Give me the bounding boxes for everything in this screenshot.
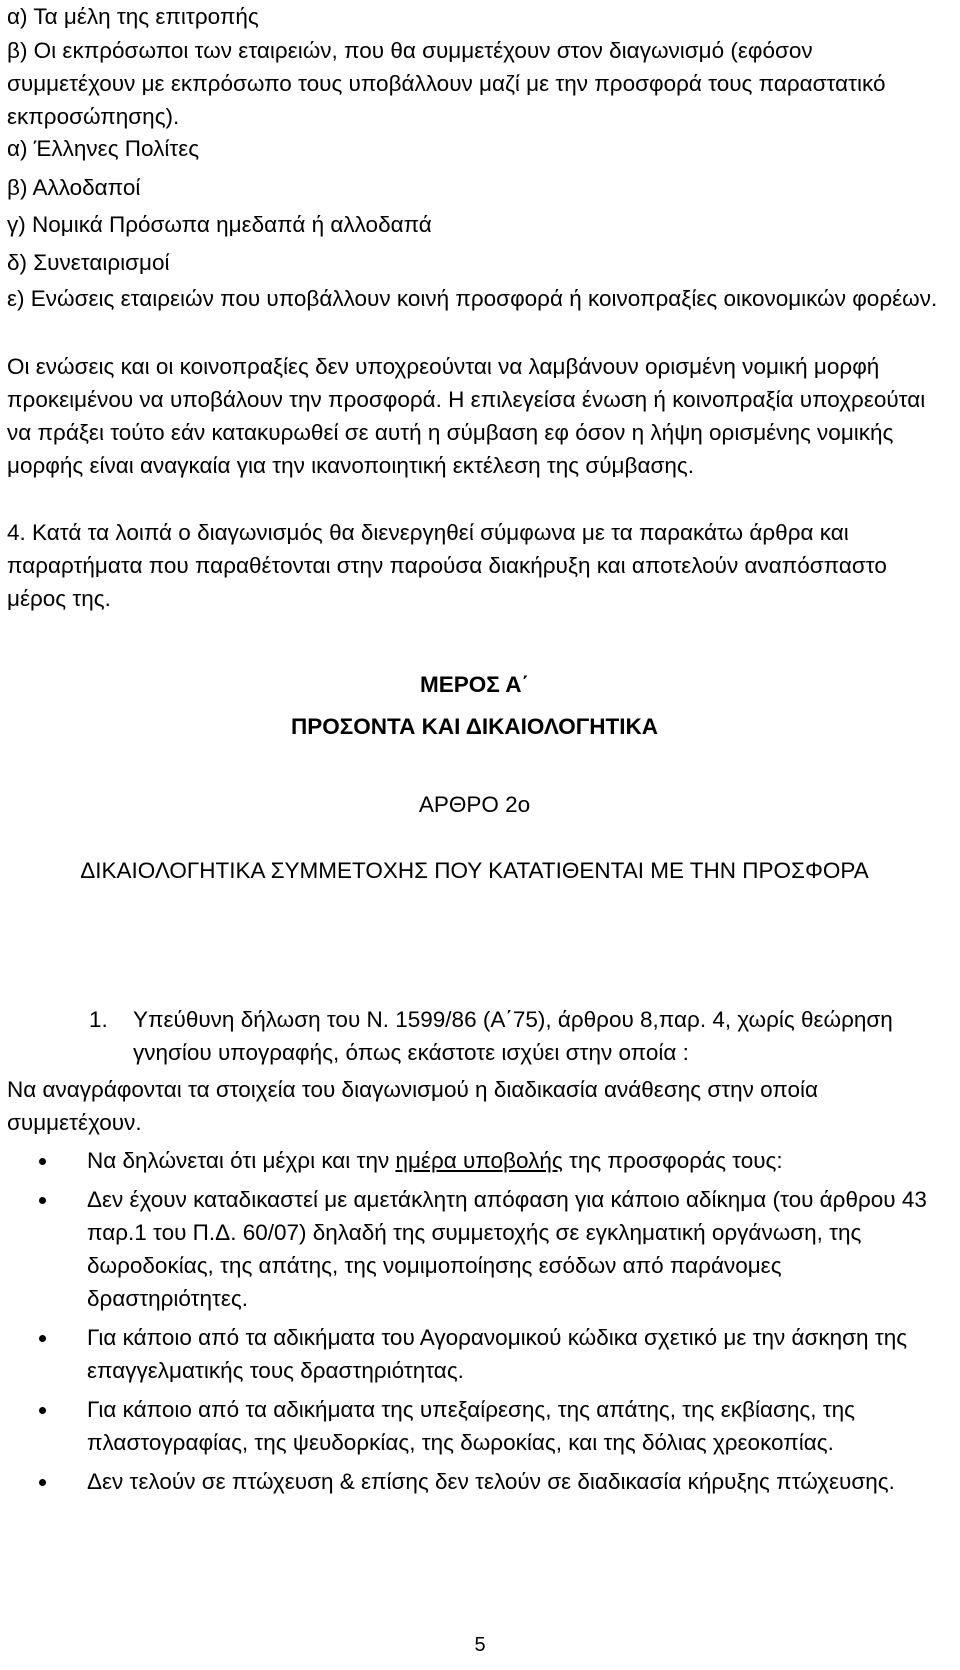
list-item-cooperatives: δ) Συνεταιρισμοί	[7, 250, 170, 275]
bullet-icon	[39, 1158, 46, 1165]
list-item	[7, 1183, 942, 1315]
list-item	[7, 1393, 942, 1459]
bullet-text-before: Να δηλώνεται ότι μέχρι και την	[87, 1148, 396, 1173]
part-title: ΜΕΡΟΣ Α΄	[420, 672, 529, 697]
list-item-greek-citizens: α) Έλληνες Πολίτες	[7, 136, 200, 161]
article-subtitle: ΔΙΚΑΙΟΛΟΓΗΤΙΚΑ ΣΥΜΜΕΤΟΧΗΣ ΠΟΥ ΚΑΤΑΤΙΘΕΝΤΑΙ ΜΕ ΤΗΝ ΠΡΟΣΦΟΡΑ	[80, 858, 869, 883]
bullet-icon	[39, 1479, 46, 1486]
list-item	[7, 1144, 942, 1177]
bullet-text: Για κάποιο από τα αδικήματα του Αγορανομικού κώδικα σχετικό με την άσκηση της επαγγελματικής τους δραστηριότητας.	[87, 1325, 908, 1383]
list-item-foreigners: β) Αλλοδαποί	[7, 175, 141, 200]
part-subtitle: ΠΡΟΣΟΝΤΑ ΚΑΙ ΔΙΚΑΙΟΛΟΓΗΤΙΚΑ	[291, 714, 658, 739]
paragraph-point-4: 4. Κατά τα λοιπά ο διαγωνισμός θα διενεργηθεί σύμφωνα με τα παρακάτω άρθρα και παραρτήματα που παραθέτονται στην παρούσα διακήρυξη και αποτελούν αναπόσπαστο μέρος της.	[7, 520, 887, 611]
paragraph-company-representatives: β) Οι εκπρόσωποι των εταιρειών, που θα συμμετέχουν στον διαγωνισμό (εφόσον συμμετέχουν με εκπρόσωπο τους υποβάλλουν μαζί με την προσφορά τους παραστατικό εκπροσώπησης).	[7, 38, 886, 129]
bullet-icon	[39, 1407, 46, 1414]
list-item-legal-entities: γ) Νομικά Πρόσωπα ημεδαπά ή αλλοδαπά	[7, 212, 432, 237]
numbered-item-number: 1.	[89, 1007, 108, 1032]
list-item	[7, 1465, 942, 1498]
bullet-icon	[39, 1335, 46, 1342]
bullet-text: Δεν τελούν σε πτώχευση & επίσης δεν τελούν σε διαδικασία κήρυξης πτώχευσης.	[87, 1469, 895, 1494]
declaration-bullet-list	[7, 1144, 942, 1500]
bullet-text: Για κάποιο από τα αδικήματα της υπεξαίρεσης, της απάτης, της εκβίασης, της πλαστογραφίας, της ψευδορκίας, της δωροκίας, και της δόλιας χρεοκοπίας.	[87, 1397, 855, 1455]
list-item-company-unions: ε) Ενώσεις εταιρειών που υποβάλλουν κοινή προσφορά ή κοινοπραξίες οικονομικών φορέων.	[7, 286, 938, 311]
numbered-item-text: Υπεύθυνη δήλωση του Ν. 1599/86 (Α΄75), άρθρου 8,παρ. 4, χωρίς θεώρηση γνησίου υπογραφής, όπως εκάστοτε ισχύει στην οποία :	[133, 1007, 893, 1065]
list-item	[7, 1321, 942, 1387]
paragraph-unions-legal-form: Οι ενώσεις και οι κοινοπραξίες δεν υποχρεούνται να λαμβάνουν ορισμένη νομική μορφή προκειμένου να υποβάλουν την προσφορά. Η επιλεγείσα ένωση ή κοινοπραξία υποχρεούται να πράξει τούτο εάν κατακυρωθεί σε αυτή η σύμβαση εφ όσον η λήψη ορισμένης νομικής μορφής είναι αναγκαία για την ικανοποιητική εκτέλεση της σύμβασης.	[7, 354, 926, 478]
article-title: ΑΡΘΡΟ 2ο	[418, 792, 531, 817]
bullet-text-after: της προσφοράς τους:	[562, 1148, 783, 1173]
bullet-text: Δεν έχουν καταδικαστεί με αμετάκλητη απόφαση για κάποιο αδίκημα (του άρθρου 43 παρ.1 του Π.Δ. 60/07) δηλαδή της συμμετοχής σε εγκληματική οργάνωση, της δωροδοκίας, της απάτης, της νομιμοποίησης εσόδων από παράνομες δραστηριότητες.	[87, 1187, 927, 1311]
numbered-item-1	[7, 1003, 942, 1069]
page-number: 5	[474, 1634, 486, 1656]
instruction-paragraph: Να αναγράφονται τα στοιχεία του διαγωνισμού η διαδικασία ανάθεσης στην οποία συμμετέχουν.	[7, 1077, 819, 1135]
bullet-icon	[39, 1197, 46, 1204]
bullet-text-underlined: ημέρα υποβολής	[395, 1148, 563, 1173]
paragraph-committee-members: α) Τα μέλη της επιτροπής	[7, 4, 259, 29]
